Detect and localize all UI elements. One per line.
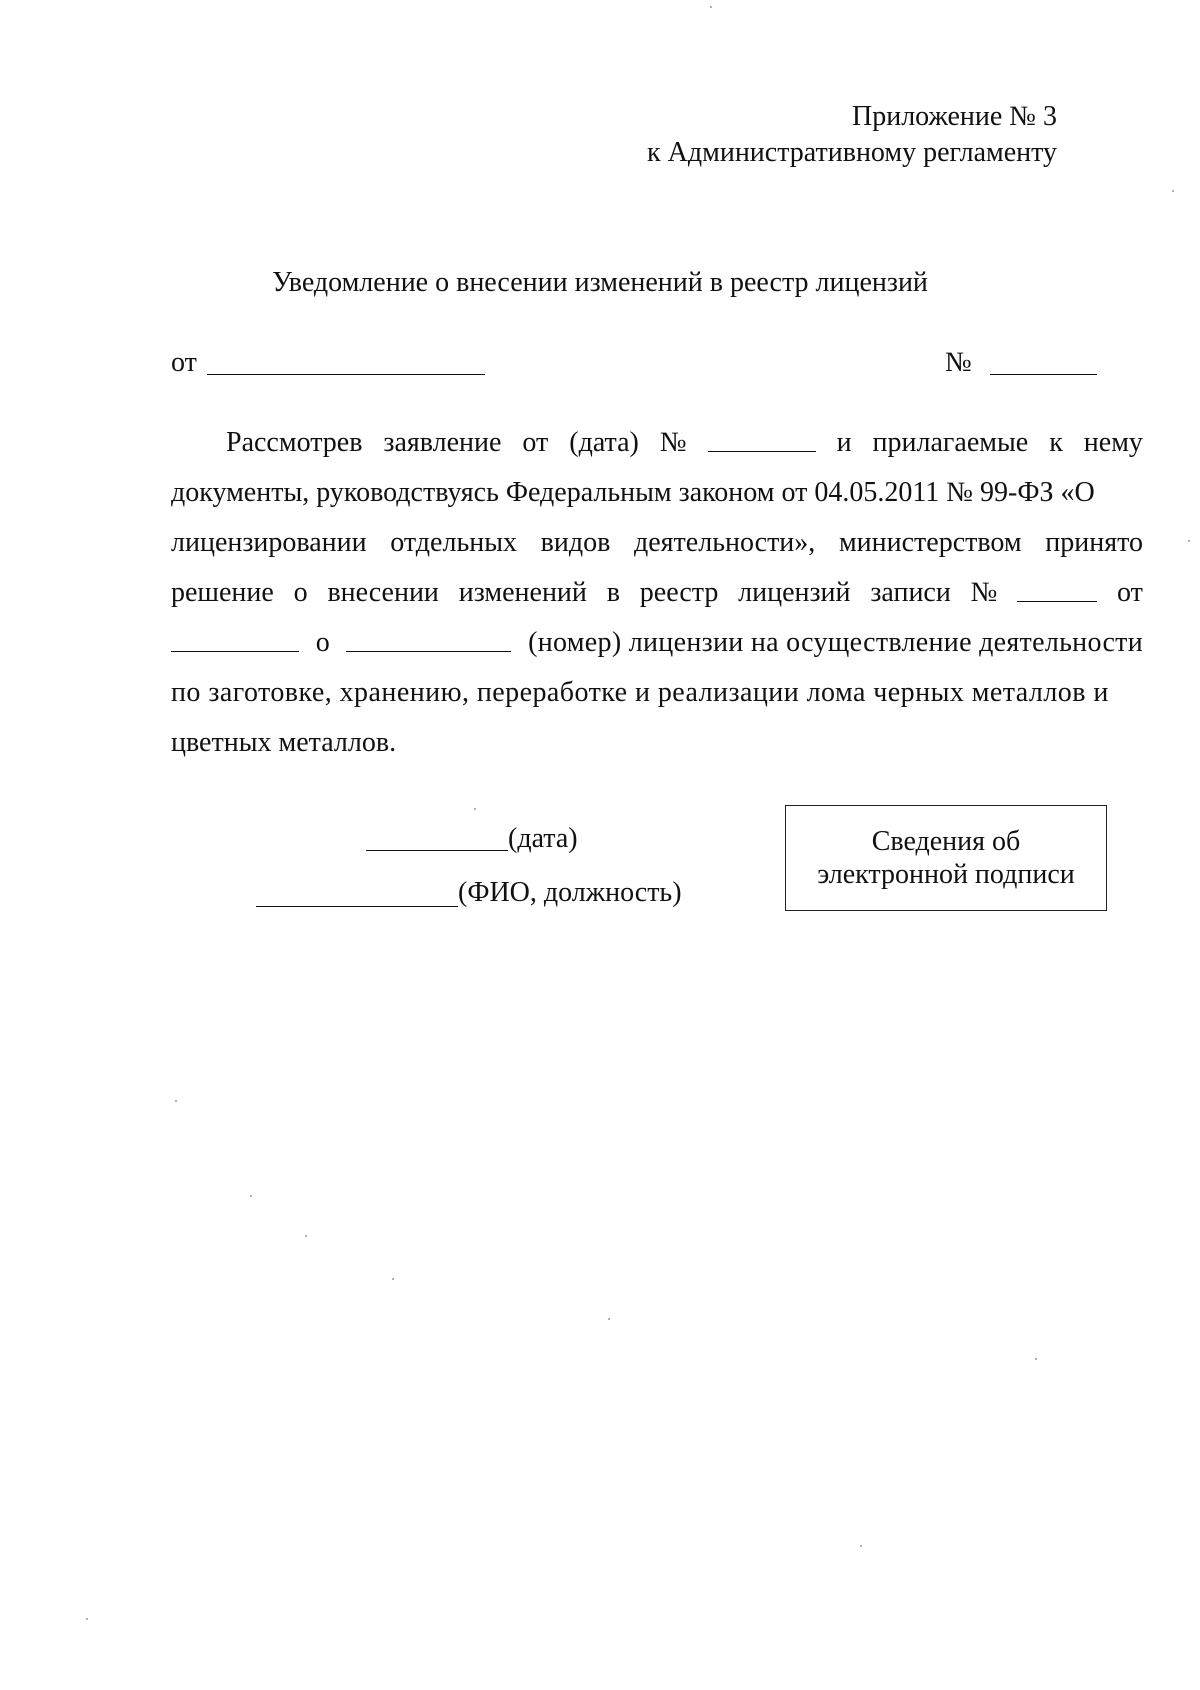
body-line-4 bbox=[171, 577, 1143, 609]
esign-line-2: электронной подписи bbox=[817, 859, 1075, 890]
body-line-7: цветных металлов. bbox=[171, 727, 397, 758]
record-date-blank bbox=[171, 627, 299, 652]
word: принято bbox=[1045, 527, 1143, 558]
document-title: Уведомление о внесении изменений в реестр лицензий bbox=[272, 267, 928, 298]
esign-line-1: Сведения об bbox=[871, 826, 1021, 857]
body-line-3 bbox=[171, 527, 1143, 559]
scan-speck bbox=[474, 808, 476, 810]
body-line-5 bbox=[171, 627, 1143, 659]
scan-speck bbox=[1188, 540, 1190, 542]
word: внесении bbox=[327, 577, 439, 608]
word: видов bbox=[540, 527, 611, 558]
application-number-blank bbox=[708, 427, 816, 452]
electronic-signature-box bbox=[785, 805, 1107, 911]
body-line-2: документы, руководствуясь Федеральным законом от 04.05.2011 № 99-ФЗ «О bbox=[171, 477, 1095, 508]
word: прилагаемые bbox=[872, 427, 1029, 458]
word: к bbox=[1049, 427, 1063, 458]
number-label: № bbox=[945, 347, 972, 378]
signature-date-label: (дата) bbox=[508, 823, 578, 854]
word: лицензий bbox=[738, 577, 851, 608]
phrase: (номер) лицензии на осуществление деятельности bbox=[528, 627, 1143, 658]
word: в bbox=[606, 577, 620, 608]
scan-speck bbox=[1172, 190, 1174, 192]
word: № bbox=[659, 427, 687, 458]
from-date-blank bbox=[207, 374, 485, 375]
word: заявление bbox=[383, 427, 502, 458]
word: решение bbox=[171, 577, 274, 608]
word: нему bbox=[1083, 427, 1143, 458]
from-label: от bbox=[171, 347, 197, 378]
scan-speck bbox=[86, 1618, 88, 1620]
word: реестр bbox=[639, 577, 719, 608]
scan-speck bbox=[608, 1318, 610, 1320]
license-number-blank bbox=[346, 627, 511, 652]
word: деятельности», bbox=[634, 527, 816, 558]
scan-speck bbox=[175, 1100, 177, 1102]
appendix-reference: к Административному регламенту bbox=[647, 137, 1057, 168]
word: от bbox=[522, 427, 549, 458]
word: № bbox=[970, 577, 998, 608]
scan-speck bbox=[860, 1545, 862, 1547]
word: Рассмотрев bbox=[226, 427, 363, 458]
word: министерством bbox=[838, 527, 1022, 558]
word: (дата) bbox=[569, 427, 639, 458]
word: лицензировании bbox=[171, 527, 367, 558]
appendix-number: Приложение № 3 bbox=[852, 101, 1057, 132]
signature-fio-blank bbox=[256, 906, 458, 907]
number-blank bbox=[990, 374, 1097, 375]
scan-speck bbox=[250, 1195, 252, 1197]
scan-speck bbox=[1035, 1358, 1037, 1360]
signature-date-blank bbox=[366, 850, 508, 851]
word: записи bbox=[870, 577, 951, 608]
scan-speck bbox=[392, 1278, 394, 1280]
scan-speck bbox=[305, 1235, 307, 1237]
body-line-6: по заготовке, хранению, переработке и реализации лома черных металлов и bbox=[171, 677, 1109, 708]
signature-fio-label: (ФИО, должность) bbox=[458, 877, 682, 908]
word: о bbox=[315, 627, 330, 658]
word: о bbox=[293, 577, 308, 608]
word: отдельных bbox=[390, 527, 518, 558]
word: и bbox=[836, 427, 852, 458]
record-number-blank bbox=[1017, 577, 1097, 602]
scan-speck bbox=[710, 6, 712, 8]
word: изменений bbox=[458, 577, 587, 608]
body-line-1 bbox=[226, 427, 1143, 459]
word: от bbox=[1117, 577, 1143, 608]
